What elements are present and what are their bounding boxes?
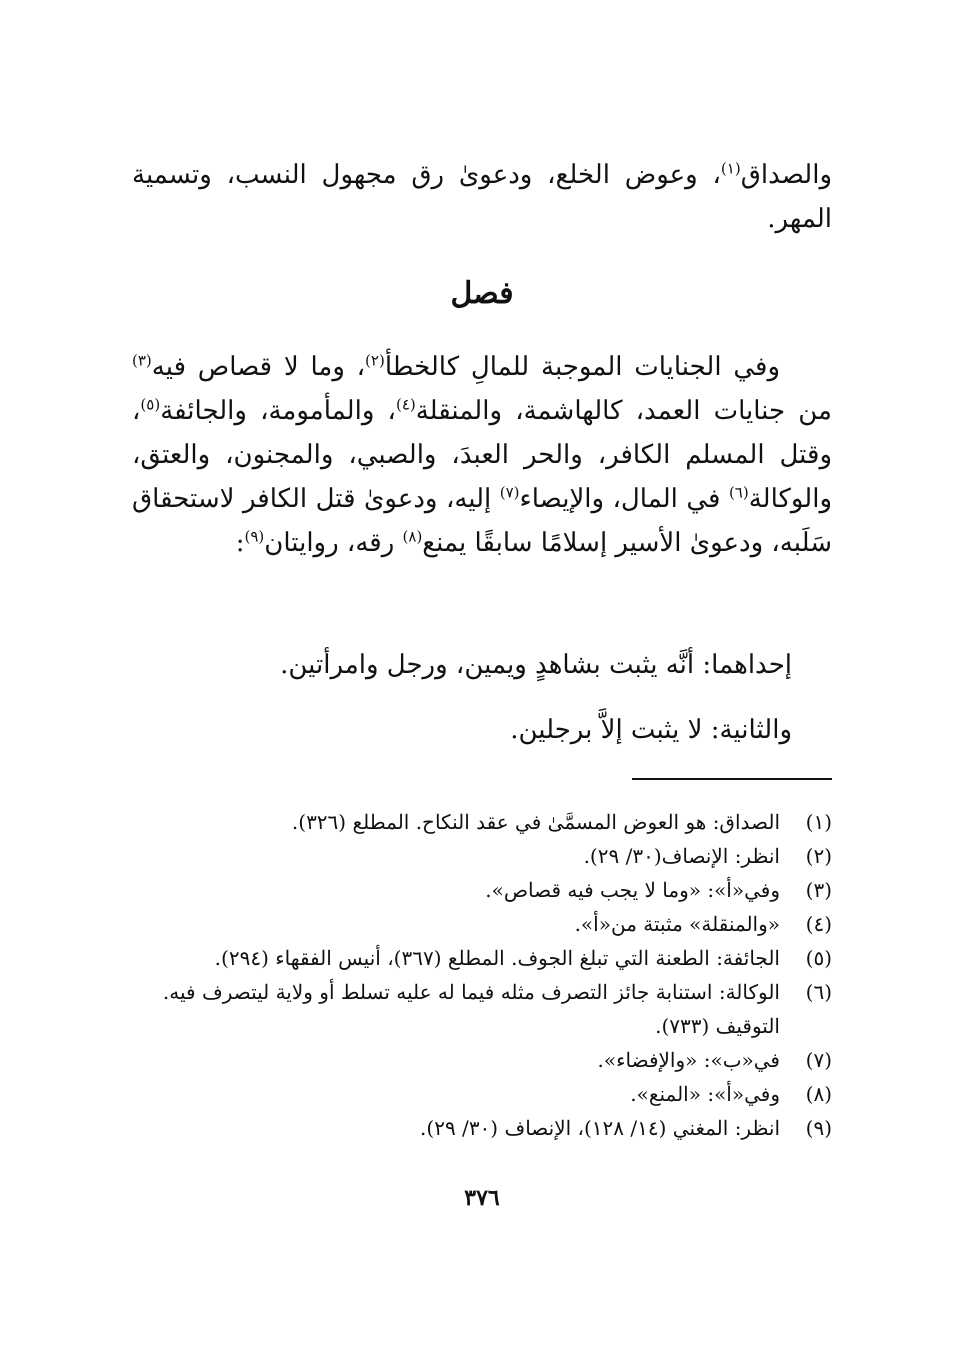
footnote-text: وفي«أ»: «المنع». (630, 1082, 780, 1106)
para1-text-b: ، وعوض الخلع، ودعوىٰ رق مجهول النسب، وتسمية المهر. (132, 160, 832, 234)
footnote-text: الوكالة: استنابة جائز التصرف مثله فيما له عليه تسلط أو ولاية ليتصرف فيه. التوقيف (٧٣٣). (162, 980, 780, 1038)
footnote-item (132, 805, 832, 839)
footnote-text: انظر: الإنصاف(٣٠/ ٢٩). (583, 844, 780, 868)
page-number: ٣٧٦ (464, 1185, 500, 1211)
footnote-number: (١) (805, 810, 832, 834)
footnote-number: (٧) (805, 1048, 832, 1072)
footnote-item (132, 873, 832, 907)
para2-text-6: في المال، والإيصاء (519, 484, 729, 514)
para2-text-8: رقه، روايتان (264, 528, 403, 558)
footnote-item (132, 941, 832, 975)
footnote-text: في«ب»: «والإفضاء». (597, 1048, 780, 1072)
para1-text-a: والصداق (740, 160, 832, 190)
footnote-ref-7[interactable]: (٧) (499, 483, 520, 502)
footnote-item (132, 1043, 832, 1077)
footnote-item (132, 839, 832, 873)
footnote-number: (٦) (805, 980, 832, 1004)
footnote-ref-5[interactable]: (٥) (140, 395, 161, 414)
footnote-ref-3[interactable]: (٣) (132, 351, 152, 370)
para2-text-5: ، وقتل المسلم الكافر، والحر العبدَ، والصبي، والمجنون، والعتق، والوكالة (132, 396, 833, 514)
footnote-item (132, 907, 832, 941)
main-paragraph (132, 345, 832, 565)
footnote-ref-2[interactable]: (٢) (365, 351, 385, 370)
footnote-number: (٨) (805, 1082, 832, 1106)
footnote-ref-9[interactable]: (٩) (244, 527, 265, 546)
footnote-ref-1[interactable]: (١) (720, 159, 741, 178)
para2-text-4: ، والمأمومة، والجائفة (160, 396, 396, 426)
footnote-ref-4[interactable]: (٤) (395, 395, 416, 414)
footnote-text: انظر: المغني (١٤/ ١٢٨)، الإنصاف (٣٠/ ٢٩). (420, 1116, 780, 1140)
footnote-text: الصداق: هو العوض المسمَّىٰ في عقد النكاح. المطلع (٣٢٦). (291, 810, 780, 834)
footnote-ref-6[interactable]: (٦) (728, 483, 749, 502)
footnote-text: «والمنقلة» مثبتة من«أ». (574, 912, 780, 936)
footnote-text: وفي«أ»: «وما لا يجب فيه قصاص». (485, 878, 780, 902)
footnote-item (132, 975, 832, 1043)
para2-text-3: من جنايات العمد، كالهاشمة، والمنقلة (415, 396, 832, 426)
para2-text-1: وفي الجنايات الموجبة للمالِ كالخطأ (384, 352, 780, 382)
narration-second: والثانية: لا يثبت إلاَّ برجلين. (510, 715, 792, 745)
footnote-number: (٥) (805, 946, 832, 970)
narration-first: إحداهما: أنَّه يثبت بشاهدٍ ويمين، ورجل وامرأتين. (280, 650, 792, 680)
footnotes-list (132, 805, 832, 1145)
footnote-number: (٩) (805, 1116, 832, 1140)
para2-text-9: : (235, 528, 245, 558)
para2-text-7: إليه، ودعوىٰ قتل الكافر لاستحقاق سَلَبه، ودعوىٰ الأسير إسلامًا سابقًا يمنع (132, 484, 832, 558)
footnote-separator (632, 778, 832, 780)
footnote-number: (٢) (805, 844, 832, 868)
section-heading: فصل (450, 276, 514, 311)
footnote-number: (٣) (805, 878, 832, 902)
footnote-item (132, 1111, 832, 1145)
footnote-ref-8[interactable]: (٨) (402, 527, 423, 546)
footnote-text: الجائفة: الطعنة التي تبلغ الجوف. المطلع (٣٦٧)، أنيس الفقهاء (٢٩٤). (214, 946, 780, 970)
para2-text-2: ، وما لا قصاص فيه (151, 352, 366, 382)
footnote-number: (٤) (805, 912, 832, 936)
opening-paragraph (132, 153, 832, 241)
footnote-item (132, 1077, 832, 1111)
